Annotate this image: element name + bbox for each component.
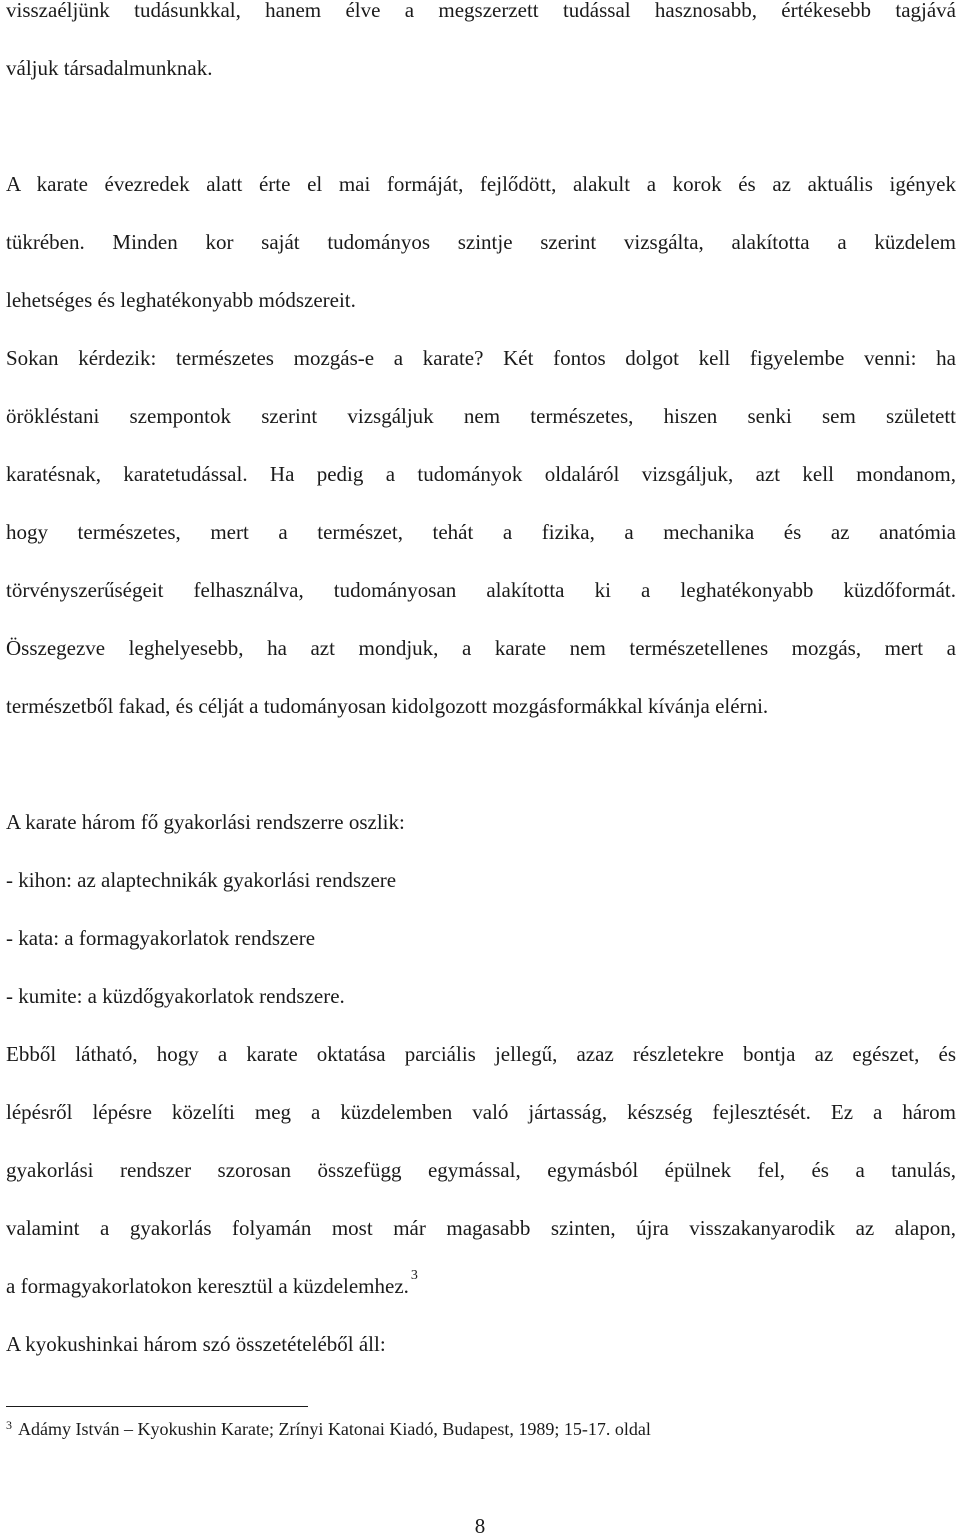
body-line: A karate három fő gyakorlási rendszerre oszlik:	[6, 810, 405, 834]
page-number: 8	[474, 1514, 486, 1538]
body-line: karatésnak, karatetudással. Ha pedig a tudományok oldaláról vizsgáljuk, azt kell mondanom,	[6, 462, 956, 486]
body-line: lépésről lépésre közelíti meg a küzdelemben való jártasság, készség fejlesztését. Ez a három	[6, 1100, 956, 1124]
body-line: Összegezve leghelyesebb, ha azt mondjuk, a karate nem természetellenes mozgás, mert a	[6, 636, 956, 660]
body-line: örökléstani szempontok szerint vizsgáljuk nem természetes, hiszen senki sem született	[6, 404, 956, 428]
body-line: hogy természetes, mert a természet, tehát a fizika, a mechanika és az anatómia	[6, 520, 956, 544]
body-line: valamint a gyakorlás folyamán most már magasabb szinten, újra visszakanyarodik az alapon,	[6, 1216, 956, 1240]
body-line-text: a formagyakorlatokon keresztül a küzdelemhez.	[6, 1274, 409, 1298]
footnote-number: 3	[6, 1418, 12, 1432]
body-line: A karate évezredek alatt érte el mai formáját, fejlődött, alakult a korok és az aktuális igények	[6, 172, 956, 196]
body-line: lehetséges és leghatékonyabb módszereit.	[6, 288, 356, 312]
list-item: - kumite: a küzdőgyakorlatok rendszere.	[6, 984, 345, 1008]
list-item: - kihon: az alaptechnikák gyakorlási rendszere	[6, 868, 397, 892]
body-line: váljuk társadalmunknak.	[6, 56, 213, 80]
body-line: Sokan kérdezik: természetes mozgás-e a karate? Két fontos dolgot kell figyelembe venni: ha	[6, 346, 956, 370]
body-line: tükrében. Minden kor saját tudományos szintje szerint vizsgálta, alakította a küzdelem	[6, 230, 956, 254]
body-line: természetből fakad, és célját a tudományosan kidolgozott mozgásformákkal kívánja elérni.	[6, 694, 769, 718]
footnote	[6, 1420, 651, 1438]
body-line: gyakorlási rendszer szorosan összefügg egymással, egymásból épülnek fel, és a tanulás,	[6, 1158, 956, 1182]
footnote-reference[interactable]: 3	[410, 1268, 418, 1283]
body-line: A kyokushinkai három szó összetételéből áll:	[6, 1332, 386, 1356]
body-line: törvényszerűségeit felhasználva, tudományosan alakította ki a leghatékonyabb küzdőformát.	[6, 578, 956, 602]
footnote-text: Adámy István – Kyokushin Karate; Zrínyi Katonai Kiadó, Budapest, 1989; 15-17. oldal	[18, 1419, 651, 1439]
body-line: Ebből látható, hogy a karate oktatása parciális jellegű, azaz részletekre bontja az egészet, és	[6, 1042, 956, 1066]
footnote-separator	[6, 1406, 308, 1407]
body-line	[6, 1268, 418, 1298]
body-line: visszaéljünk tudásunkkal, hanem élve a megszerzett tudással hasznosabb, értékesebb tagjává	[6, 0, 956, 22]
list-item: - kata: a formagyakorlatok rendszere	[6, 926, 316, 950]
